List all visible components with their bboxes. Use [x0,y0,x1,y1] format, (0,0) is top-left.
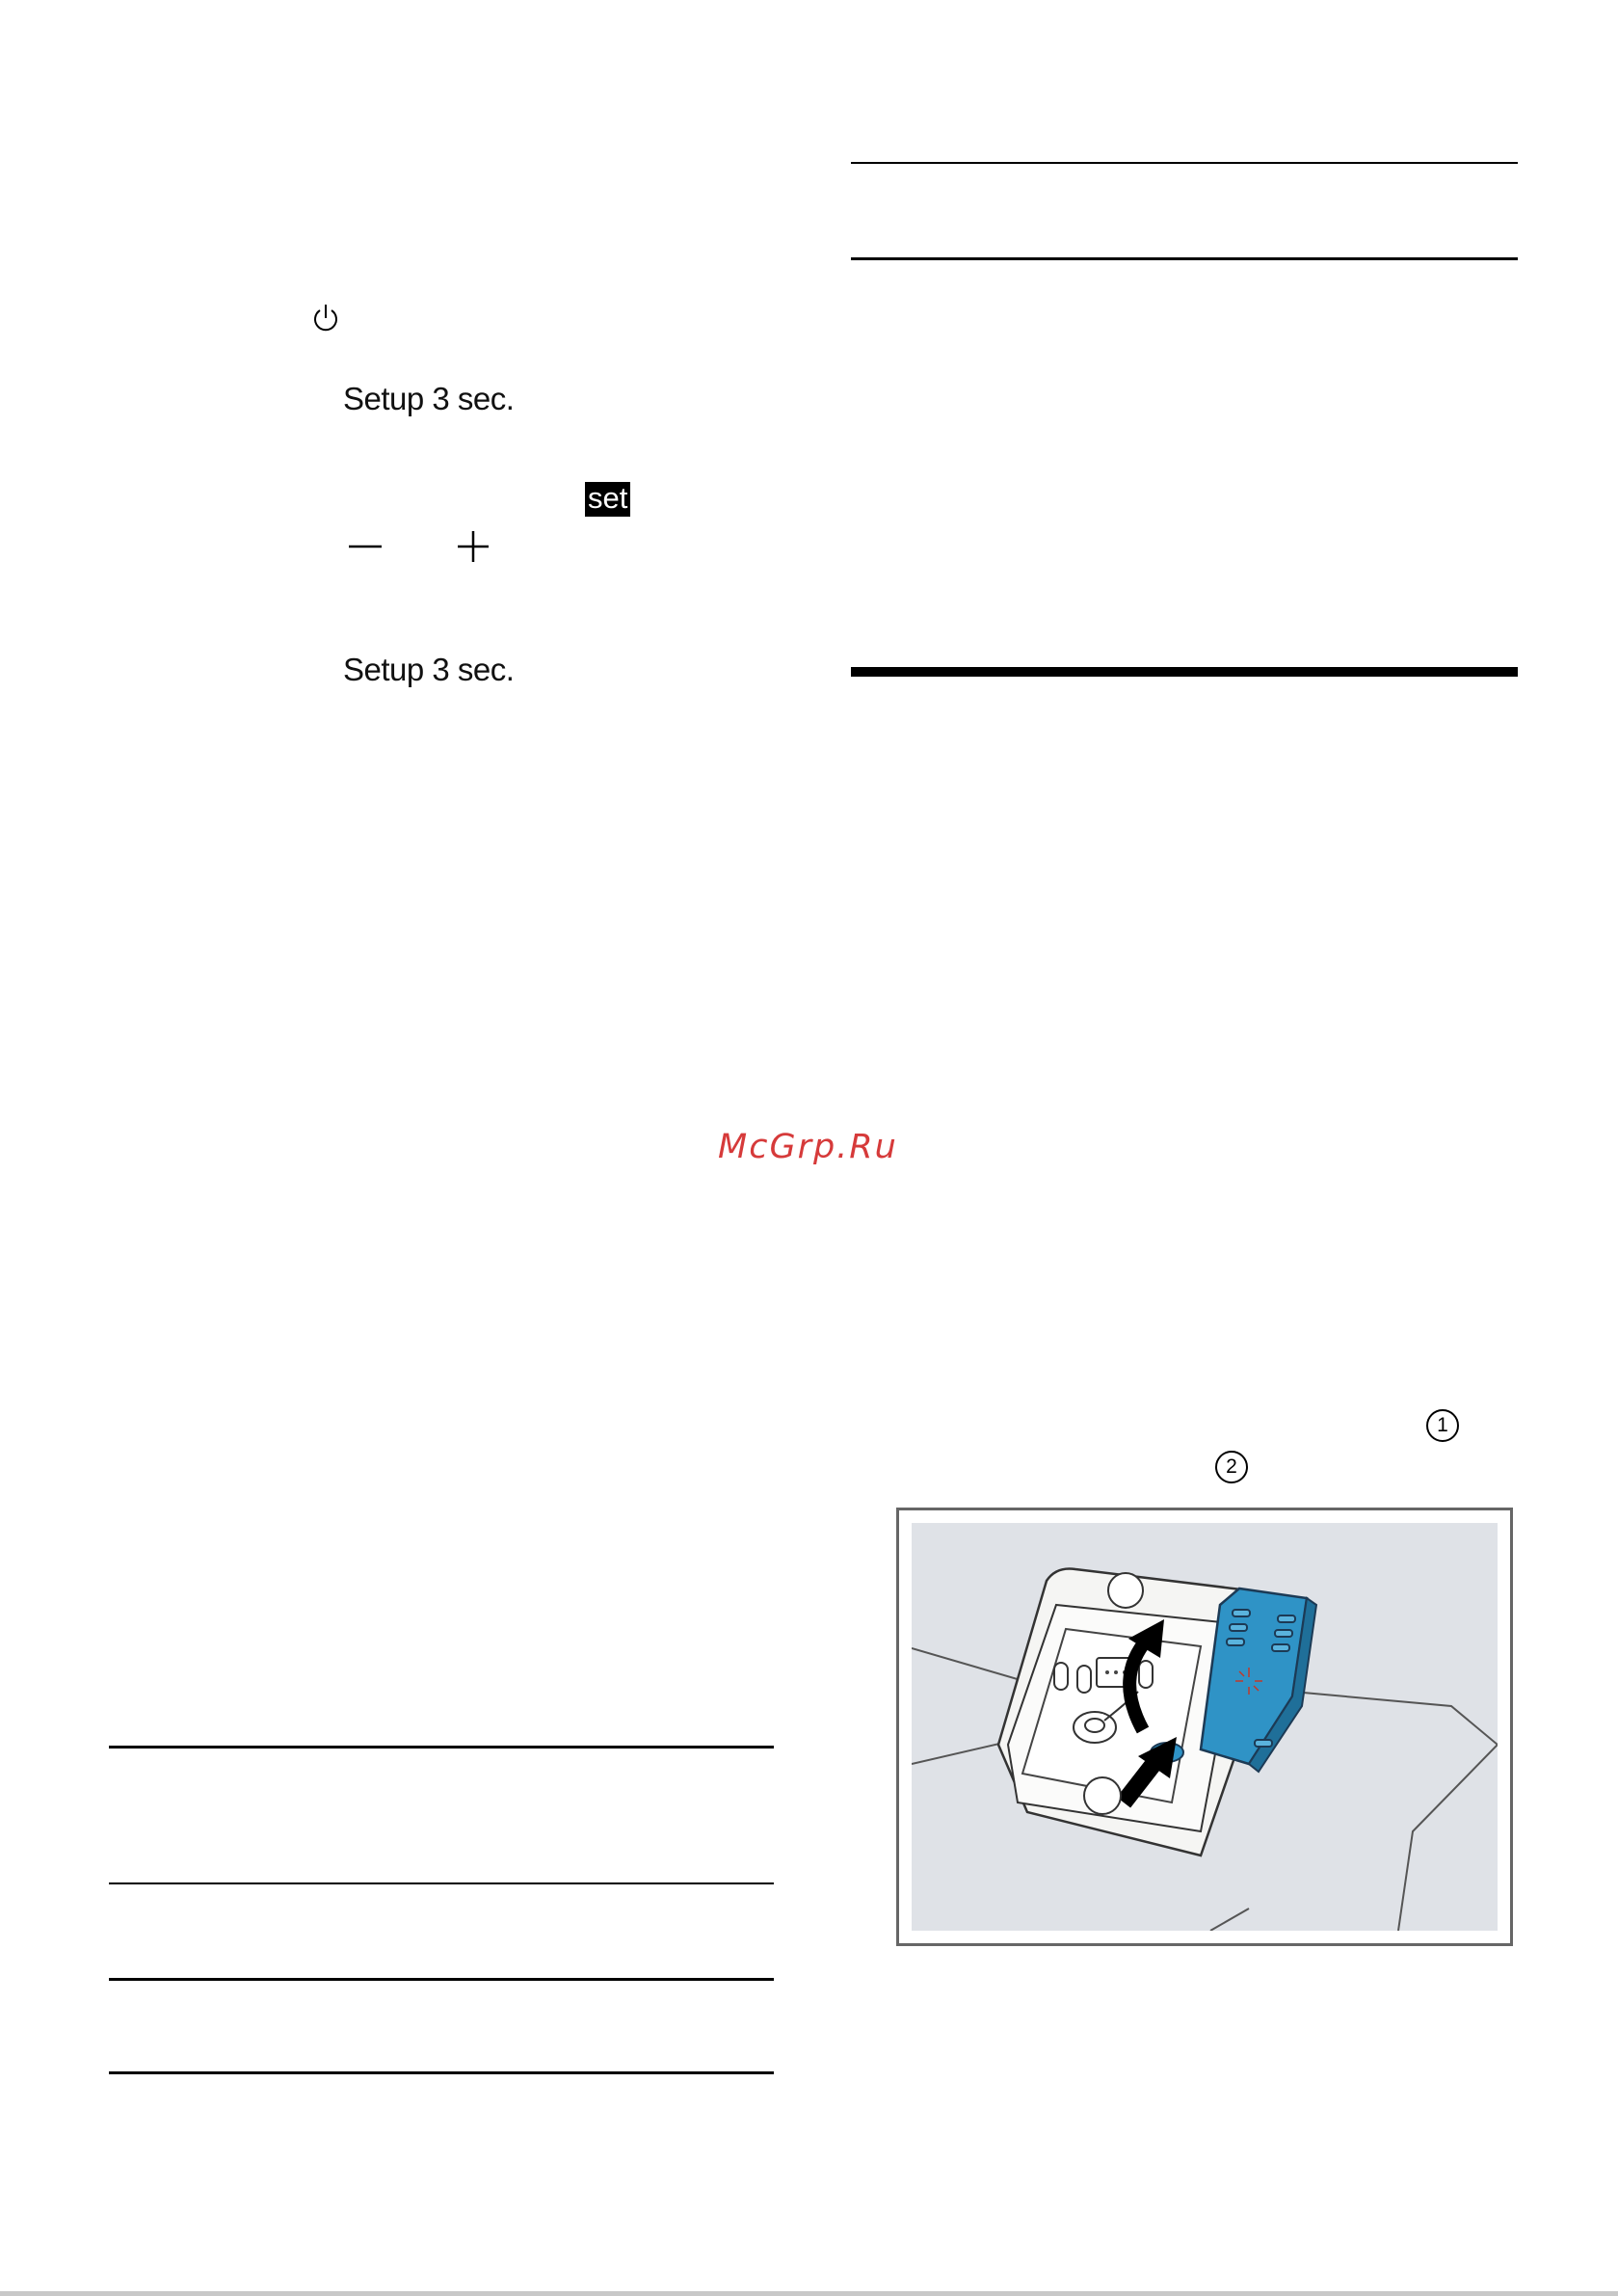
right-rule-second [851,257,1518,260]
power-icon [310,302,341,334]
step-marker-2: 2 [1215,1451,1248,1483]
watermark-text: McGrp.Ru [718,1128,898,1166]
setup-label: Setup 3 sec. [343,381,515,416]
left-rule-4 [109,2071,774,2074]
plus-icon [455,528,491,565]
minus-icon [345,532,384,561]
right-rule-top [851,162,1518,164]
page-footer-strip [0,2291,1618,2296]
left-rule-2 [109,1882,774,1884]
set-badge: set [585,482,630,517]
step-marker-1: 1 [1426,1409,1459,1442]
dishwasher-dispenser-illustration [912,1523,1498,1931]
right-heading-rule [851,667,1518,677]
setup-label-repeat: Setup 3 sec. [343,652,515,687]
left-rule-1 [109,1746,774,1749]
dispenser-figure [896,1508,1513,1946]
left-rule-3 [109,1978,774,1981]
